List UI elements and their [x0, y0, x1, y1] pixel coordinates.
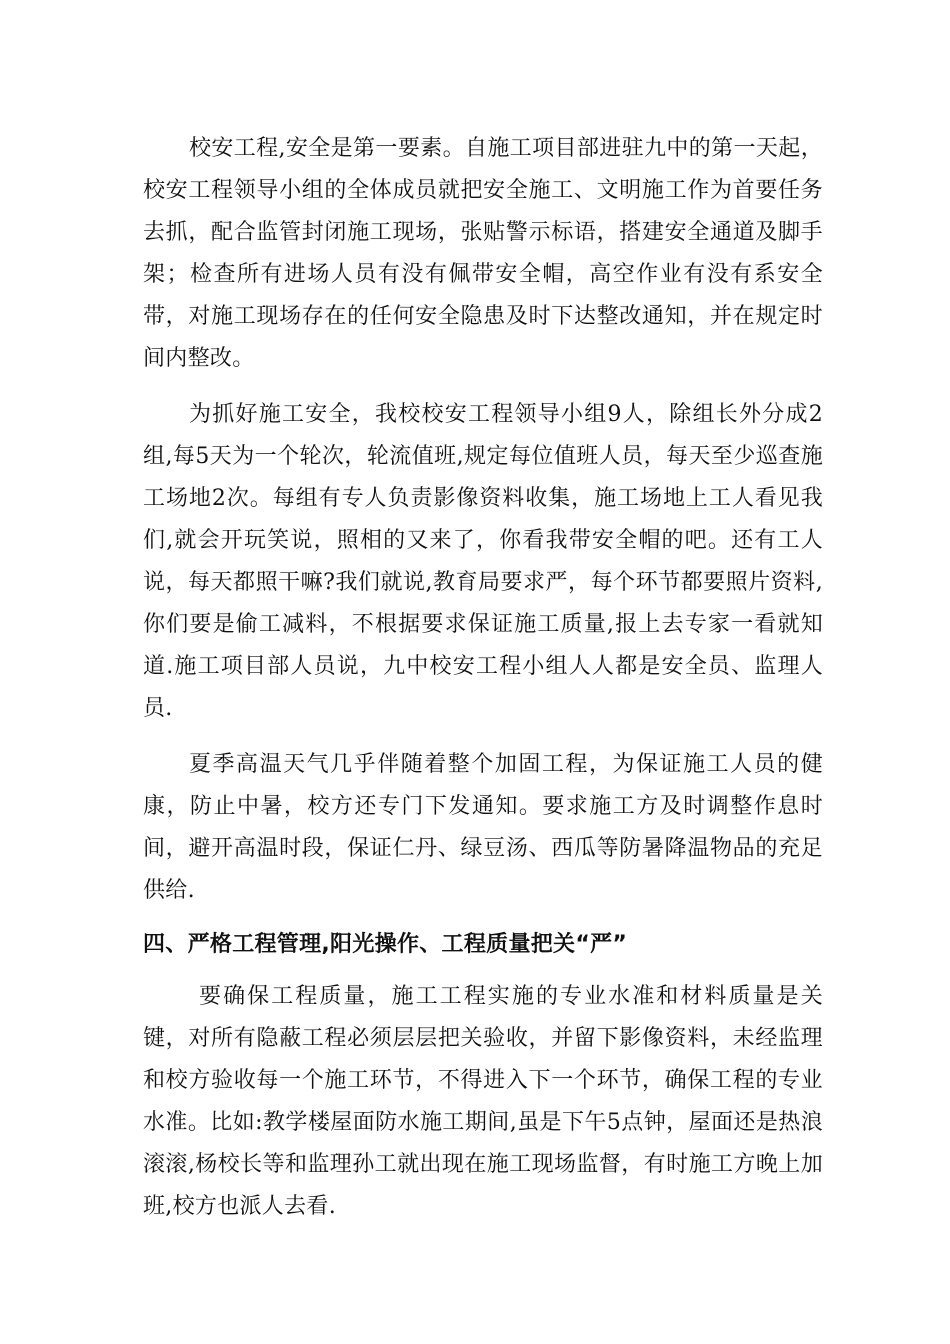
paragraph-quality-control: 要确保工程质量，施工工程实施的专业水准和材料质量是关键，对所有隐蔽工程必须层层把关验收，并留下影像资料，未经监理和校方验收每一个施工环节，不得进入下一个环节，确保工程的专业水准。比如:教学楼屋面防水施工期间,虽是下午5点钟，屋面还是热浪滚滚,杨校长等和监理孙工就出现在施工现场监督，有时施工方晚上加班,校方也派人去看. — [143, 984, 823, 1219]
document-body — [143, 128, 823, 1228]
paragraph-safety-first: 校安工程,安全是第一要素。自施工项目部进驻九中的第一天起，校安工程领导小组的全体成员就把安全施工、文明施工作为首要任务去抓，配合监管封闭施工现场，张贴警示标语，搭建安全通道及脚手架；检查所有进场人员有没有佩带安全帽，高空作业有没有系安全带，对施工现场存在的任何安全隐患及时下达整改通知，并在规定时间内整改。 — [143, 136, 823, 371]
section-heading-quality: 四、严格工程管理,阳光操作、工程质量把关“严” — [143, 932, 628, 957]
paragraph-duty-rotation: 为抓好施工安全，我校校安工程领导小组9人，除组长外分成2组,每5天为一个轮次，轮流值班,规定每位值班人员，每天至少巡查施工场地2次。每组有专人负责影像资料收集，施工场地上工人看见我们,就会开玩笑说，照相的又来了，你看我带安全帽的吧。还有工人说，每天都照干嘛?我们就说,教育局要求严，每个环节都要照片资料,你们要是偷工减料，不根据要求保证施工质量,报上去专家一看就知道.施工项目部人员说，九中校安工程小组人人都是安全员、监理人员. — [143, 402, 823, 721]
paragraph-heat-protection: 夏季高温天气几乎伴随着整个加固工程，为保证施工人员的健康，防止中暑，校方还专门下发通知。要求施工方及时调整作息时间，避开高温时段，保证仁丹、绿豆汤、西瓜等防暑降温物品的充足供给. — [143, 752, 823, 903]
